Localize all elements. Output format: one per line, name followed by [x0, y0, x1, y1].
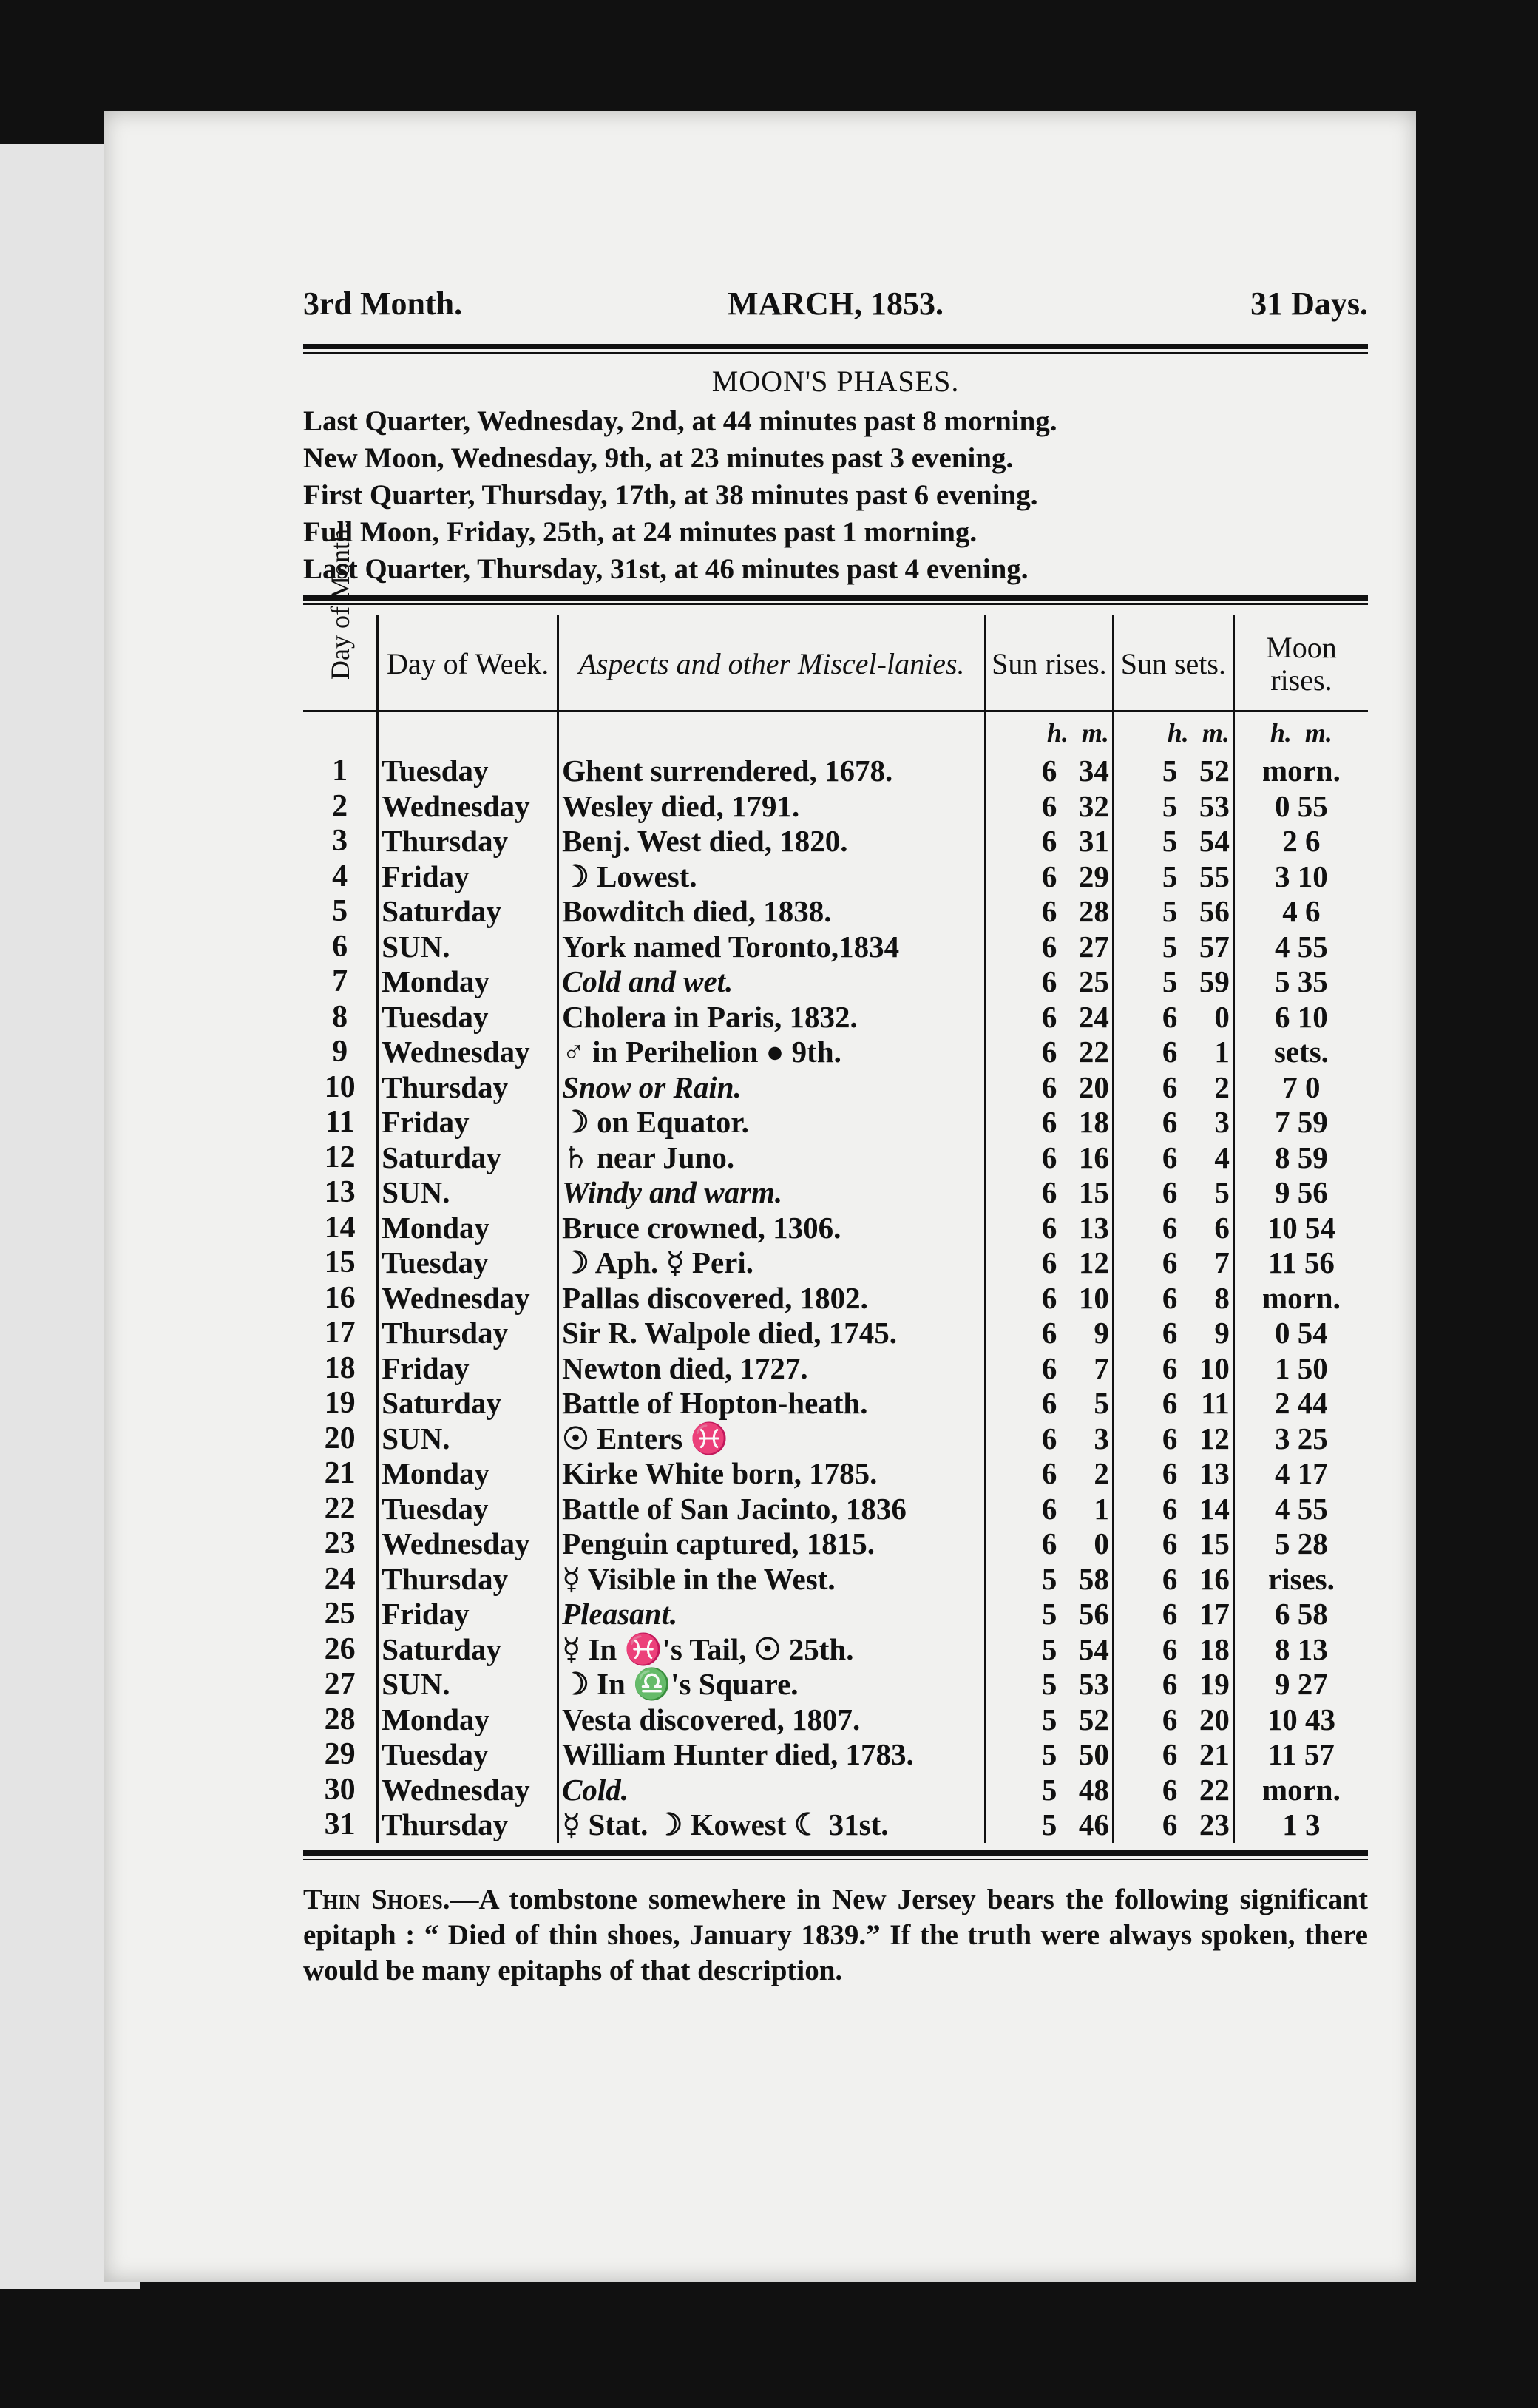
page-header	[303, 285, 1368, 336]
calendar-row	[303, 1035, 1368, 1070]
sun-sets: 5 55	[1113, 859, 1233, 895]
aspect-text: ♂ in Perihelion ● 9th.	[558, 1035, 986, 1070]
aspect-text: Vesta discovered, 1807.	[558, 1702, 986, 1738]
aspect-text: ☽ In ♎'s Square.	[558, 1667, 986, 1702]
calendar-row	[303, 1562, 1368, 1597]
day-of-month: 29	[324, 1737, 356, 1771]
calendar-row	[303, 1281, 1368, 1316]
sun-sets: 5 57	[1113, 930, 1233, 965]
calendar-row	[303, 1773, 1368, 1808]
moon-rises: sets.	[1233, 1035, 1368, 1070]
calendar-row	[303, 1421, 1368, 1457]
moon-rises: 6 58	[1233, 1597, 1368, 1632]
day-of-month: 18	[324, 1350, 356, 1385]
calendar-row	[303, 1316, 1368, 1351]
aspect-text: Wesley died, 1791.	[558, 789, 986, 825]
aspect-text: ☿ Stat. ☽ Kowest ☾ 31st.	[558, 1807, 986, 1843]
day-of-week: Wednesday	[378, 789, 558, 825]
calendar-row	[303, 1245, 1368, 1281]
aspect-text: William Hunter died, 1783.	[558, 1737, 986, 1773]
moon-rises: morn.	[1233, 1773, 1368, 1808]
sun-rises: 6 31	[985, 824, 1113, 859]
aspect-text: Windy and warm.	[558, 1175, 986, 1211]
day-of-month: 3	[332, 824, 348, 858]
aspect-text: Cholera in Paris, 1832.	[558, 1000, 986, 1035]
sun-sets: 5 53	[1113, 789, 1233, 825]
sun-sets: 6 17	[1113, 1597, 1233, 1632]
moon-rises: 4 6	[1233, 894, 1368, 930]
sun-rises: 5 58	[985, 1562, 1113, 1597]
sun-sets: 6 4	[1113, 1140, 1233, 1176]
aspect-text: Newton died, 1727.	[558, 1351, 986, 1387]
aspect-text: Penguin captured, 1815.	[558, 1526, 986, 1562]
header-day-of-month: Day of Month.	[303, 615, 378, 711]
calendar-row	[303, 1211, 1368, 1246]
day-of-week: Friday	[378, 1351, 558, 1387]
day-of-month: 15	[324, 1245, 356, 1279]
day-of-month: 17	[324, 1316, 356, 1350]
sun-rises: 6 20	[985, 1070, 1113, 1106]
moon-rises: 7 0	[1233, 1070, 1368, 1106]
day-of-week: SUN.	[378, 930, 558, 965]
day-of-week: SUN.	[378, 1667, 558, 1702]
aspect-text: Kirke White born, 1785.	[558, 1456, 986, 1492]
sun-rises: 6 1	[985, 1492, 1113, 1527]
sun-sets: 6 1	[1113, 1035, 1233, 1070]
day-of-week: SUN.	[378, 1175, 558, 1211]
moon-rises: morn.	[1233, 1281, 1368, 1316]
sun-sets: 6 8	[1113, 1281, 1233, 1316]
calendar-row	[303, 1456, 1368, 1492]
sun-rises: 6 34	[985, 754, 1113, 789]
day-of-month: 31	[324, 1807, 356, 1841]
phase-line: New Moon, Wednesday, 9th, at 23 minutes past 3 evening.	[303, 442, 1014, 474]
moon-rises: 5 35	[1233, 964, 1368, 1000]
moon-rises: rises.	[1233, 1562, 1368, 1597]
aspect-text: Pallas discovered, 1802.	[558, 1281, 986, 1316]
aspect-text: York named Toronto,1834	[558, 930, 986, 965]
sun-rises: 6 27	[985, 930, 1113, 965]
day-of-week: Monday	[378, 1456, 558, 1492]
day-of-month: 1	[332, 754, 348, 788]
moon-rises: 8 59	[1233, 1140, 1368, 1176]
day-of-week: Wednesday	[378, 1773, 558, 1808]
day-of-week: Thursday	[378, 824, 558, 859]
day-of-month: 23	[324, 1526, 356, 1560]
moon-rises: morn.	[1233, 754, 1368, 789]
sun-sets: 6 21	[1113, 1737, 1233, 1773]
sun-rises: 6 15	[985, 1175, 1113, 1211]
moon-rises: 9 56	[1233, 1175, 1368, 1211]
sun-rises: 6 12	[985, 1245, 1113, 1281]
calendar-row	[303, 1351, 1368, 1387]
sun-rises: 6 16	[985, 1140, 1113, 1176]
moon-rises: 3 10	[1233, 859, 1368, 895]
day-of-week: Wednesday	[378, 1526, 558, 1562]
aspect-text: ☉ Enters ♓	[558, 1421, 986, 1457]
sun-sets: 6 3	[1113, 1105, 1233, 1140]
month-number: 3rd Month.	[303, 285, 463, 322]
sun-sets-units: h. m.	[1113, 711, 1233, 754]
aspect-text: ♄ near Juno.	[558, 1140, 986, 1176]
sun-sets: 6 9	[1113, 1316, 1233, 1351]
calendar-row	[303, 1667, 1368, 1702]
calendar-row	[303, 1070, 1368, 1106]
sun-rises: 6 22	[985, 1035, 1113, 1070]
day-of-month: 5	[332, 894, 348, 928]
moon-rises: 5 28	[1233, 1526, 1368, 1562]
calendar-row	[303, 1140, 1368, 1176]
calendar-row	[303, 859, 1368, 895]
day-of-month: 14	[324, 1210, 356, 1245]
day-of-month: 2	[332, 788, 348, 823]
calendar-row	[303, 824, 1368, 859]
day-of-week: Saturday	[378, 1386, 558, 1421]
sun-rises: 6 29	[985, 859, 1113, 895]
day-of-month: 10	[324, 1069, 356, 1104]
sun-sets: 5 54	[1113, 824, 1233, 859]
aspect-text: ☽ Lowest.	[558, 859, 986, 895]
sun-rises: 6 2	[985, 1456, 1113, 1492]
day-of-month: 8	[332, 999, 348, 1034]
moon-rises: 0 55	[1233, 789, 1368, 825]
calendar-row	[303, 1175, 1368, 1211]
aspect-text: ☿ In ♓'s Tail, ☉ 25th.	[558, 1632, 986, 1668]
day-of-week: Friday	[378, 1105, 558, 1140]
sun-rises: 5 54	[985, 1632, 1113, 1668]
day-of-month: 6	[332, 929, 348, 964]
aspect-text: Sir R. Walpole died, 1745.	[558, 1316, 986, 1351]
sun-sets: 5 56	[1113, 894, 1233, 930]
aspect-text: Cold and wet.	[558, 964, 986, 1000]
moon-rises: 0 54	[1233, 1316, 1368, 1351]
almanac-page	[104, 111, 1416, 2282]
sun-rises: 5 46	[985, 1807, 1113, 1843]
day-of-week: Thursday	[378, 1070, 558, 1106]
moon-rises: 2 6	[1233, 824, 1368, 859]
calendar-row	[303, 894, 1368, 930]
calendar-row	[303, 1702, 1368, 1738]
moon-rises: 3 25	[1233, 1421, 1368, 1457]
sun-rises: 5 48	[985, 1773, 1113, 1808]
day-of-month: 19	[324, 1386, 356, 1420]
moon-rises: 7 59	[1233, 1105, 1368, 1140]
days-count: 31 Days.	[1250, 285, 1368, 322]
sun-sets: 6 5	[1113, 1175, 1233, 1211]
moon-rises: 8 13	[1233, 1632, 1368, 1668]
calendar-row	[303, 1105, 1368, 1140]
day-of-week: Tuesday	[378, 1000, 558, 1035]
day-of-month: 22	[324, 1491, 356, 1526]
sun-rises: 5 50	[985, 1737, 1113, 1773]
aspect-text: Pleasant.	[558, 1597, 986, 1632]
moon-rises: 10 54	[1233, 1211, 1368, 1246]
day-of-week: Tuesday	[378, 1245, 558, 1281]
header-sun-sets: Sun sets.	[1113, 615, 1233, 711]
calendar-body	[303, 711, 1368, 1843]
sun-rises: 6 32	[985, 789, 1113, 825]
sun-rises-units: h. m.	[985, 711, 1113, 754]
day-of-week: SUN.	[378, 1421, 558, 1457]
moon-rises-units: h. m.	[1233, 711, 1368, 754]
sun-sets: 6 12	[1113, 1421, 1233, 1457]
sun-sets: 6 20	[1113, 1702, 1233, 1738]
calendar-row	[303, 964, 1368, 1000]
day-of-week: Thursday	[378, 1316, 558, 1351]
day-of-week: Friday	[378, 1597, 558, 1632]
sun-sets: 6 10	[1113, 1351, 1233, 1387]
aspect-text: ☽ Aph. ☿ Peri.	[558, 1245, 986, 1281]
day-of-week: Thursday	[378, 1562, 558, 1597]
sun-sets: 6 15	[1113, 1526, 1233, 1562]
units-row	[303, 711, 1368, 754]
aspect-text: Ghent surrendered, 1678.	[558, 754, 986, 789]
day-of-week: Monday	[378, 1702, 558, 1738]
calendar-row	[303, 930, 1368, 965]
day-of-month: 9	[332, 1035, 348, 1069]
calendar-row	[303, 1000, 1368, 1035]
day-of-month: 20	[324, 1421, 356, 1455]
day-of-month: 12	[324, 1140, 356, 1174]
aspect-text: Benj. West died, 1820.	[558, 824, 986, 859]
moon-rises: 1 3	[1233, 1807, 1368, 1843]
day-of-week: Thursday	[378, 1807, 558, 1843]
day-of-week: Friday	[378, 859, 558, 895]
day-of-week: Monday	[378, 964, 558, 1000]
calendar-row	[303, 1526, 1368, 1562]
sun-sets: 6 11	[1113, 1386, 1233, 1421]
note-heading: Thin Shoes.	[303, 1883, 450, 1915]
phases-rule	[303, 595, 1368, 605]
calendar-row	[303, 1597, 1368, 1632]
day-of-month: 26	[324, 1631, 356, 1666]
sun-sets: 6 22	[1113, 1773, 1233, 1808]
sun-rises: 6 10	[985, 1281, 1113, 1316]
calendar-header-row	[303, 615, 1368, 711]
header-sun-rises: Sun rises.	[985, 615, 1113, 711]
day-of-week: Tuesday	[378, 1492, 558, 1527]
day-of-month: 13	[324, 1175, 356, 1209]
sun-sets: 6 0	[1113, 1000, 1233, 1035]
aspect-text: ☿ Visible in the West.	[558, 1562, 986, 1597]
moon-rises: 1 50	[1233, 1351, 1368, 1387]
thin-shoes-note	[303, 1882, 1368, 1989]
aspect-text: Bowditch died, 1838.	[558, 894, 986, 930]
moon-phases-title: MOON'S PHASES.	[711, 365, 960, 398]
phase-line: Last Quarter, Thursday, 31st, at 46 minutes past 4 evening.	[303, 553, 1029, 585]
moon-rises: 10 43	[1233, 1702, 1368, 1738]
calendar-row	[303, 1386, 1368, 1421]
aspect-text: Bruce crowned, 1306.	[558, 1211, 986, 1246]
sun-sets: 5 59	[1113, 964, 1233, 1000]
day-of-month: 28	[324, 1702, 356, 1736]
sun-sets: 5 52	[1113, 754, 1233, 789]
sun-rises: 6 3	[985, 1421, 1113, 1457]
sun-rises: 6 18	[985, 1105, 1113, 1140]
day-of-month: 25	[324, 1597, 356, 1631]
day-of-month: 16	[324, 1280, 356, 1315]
moon-phases	[303, 364, 1368, 588]
day-of-week: Saturday	[378, 894, 558, 930]
month-title: MARCH, 1853.	[727, 285, 944, 322]
sun-sets: 6 13	[1113, 1456, 1233, 1492]
note-body: —A tombstone somewhere in New Jersey bears the following significant epitaph : “ Died of thin shoes, January 1839.” If the truth were always spoken, there would be many epitaphs of that description.	[303, 1883, 1368, 1986]
header-rule	[303, 344, 1368, 354]
day-of-month: 27	[324, 1667, 356, 1701]
calendar-row	[303, 754, 1368, 789]
sun-rises: 5 53	[985, 1667, 1113, 1702]
day-of-month: 21	[324, 1456, 356, 1490]
sun-sets: 6 6	[1113, 1211, 1233, 1246]
sun-rises: 5 52	[985, 1702, 1113, 1738]
sun-sets: 6 7	[1113, 1245, 1233, 1281]
day-of-week: Wednesday	[378, 1035, 558, 1070]
day-of-month: 24	[324, 1561, 356, 1596]
moon-rises: 4 17	[1233, 1456, 1368, 1492]
sun-rises: 6 24	[985, 1000, 1113, 1035]
calendar-row	[303, 1632, 1368, 1668]
aspect-text: Cold.	[558, 1773, 986, 1808]
sun-rises: 6 9	[985, 1316, 1113, 1351]
sun-rises: 6 28	[985, 894, 1113, 930]
moon-rises: 11 56	[1233, 1245, 1368, 1281]
day-of-month: 4	[332, 859, 348, 893]
day-of-week: Monday	[378, 1211, 558, 1246]
calendar-row	[303, 1737, 1368, 1773]
moon-rises: 6 10	[1233, 1000, 1368, 1035]
sun-sets: 6 18	[1113, 1632, 1233, 1668]
day-of-week: Tuesday	[378, 754, 558, 789]
sun-sets: 6 23	[1113, 1807, 1233, 1843]
phase-line: Full Moon, Friday, 25th, at 24 minutes past 1 morning.	[303, 516, 978, 548]
header-day-of-week: Day of Week.	[378, 615, 558, 711]
page-content	[303, 285, 1368, 1989]
calendar-row	[303, 1807, 1368, 1843]
aspect-text: Battle of Hopton-heath.	[558, 1386, 986, 1421]
day-of-week: Saturday	[378, 1140, 558, 1176]
day-of-week: Wednesday	[378, 1281, 558, 1316]
moon-rises: 9 27	[1233, 1667, 1368, 1702]
sun-rises: 6 7	[985, 1351, 1113, 1387]
sun-sets: 6 19	[1113, 1667, 1233, 1702]
day-of-week: Tuesday	[378, 1737, 558, 1773]
sun-rises: 6 25	[985, 964, 1113, 1000]
day-of-month: 11	[325, 1105, 355, 1139]
calendar-row	[303, 1492, 1368, 1527]
sun-rises: 6 13	[985, 1211, 1113, 1246]
sun-rises: 6 0	[985, 1526, 1113, 1562]
sun-sets: 6 2	[1113, 1070, 1233, 1106]
sun-rises: 6 5	[985, 1386, 1113, 1421]
sun-sets: 6 14	[1113, 1492, 1233, 1527]
day-of-month: 30	[324, 1772, 356, 1807]
header-aspects: Aspects and other Miscel-lanies.	[558, 615, 986, 711]
moon-rises: 4 55	[1233, 930, 1368, 965]
aspect-text: Battle of San Jacinto, 1836	[558, 1492, 986, 1527]
phase-line: First Quarter, Thursday, 17th, at 38 minutes past 6 evening.	[303, 479, 1038, 511]
phase-line: Last Quarter, Wednesday, 2nd, at 44 minutes past 8 morning.	[303, 405, 1057, 437]
aspect-text: ☽ on Equator.	[558, 1105, 986, 1140]
day-of-month: 7	[332, 964, 348, 998]
sun-rises: 5 56	[985, 1597, 1113, 1632]
moon-rises: 4 55	[1233, 1492, 1368, 1527]
table-rule	[303, 1850, 1368, 1860]
header-moon-rises: Moon rises.	[1233, 615, 1368, 711]
moon-rises: 11 57	[1233, 1737, 1368, 1773]
moon-rises: 2 44	[1233, 1386, 1368, 1421]
aspect-text: Snow or Rain.	[558, 1070, 986, 1106]
calendar-row	[303, 789, 1368, 825]
sun-sets: 6 16	[1113, 1562, 1233, 1597]
day-of-week: Saturday	[378, 1632, 558, 1668]
